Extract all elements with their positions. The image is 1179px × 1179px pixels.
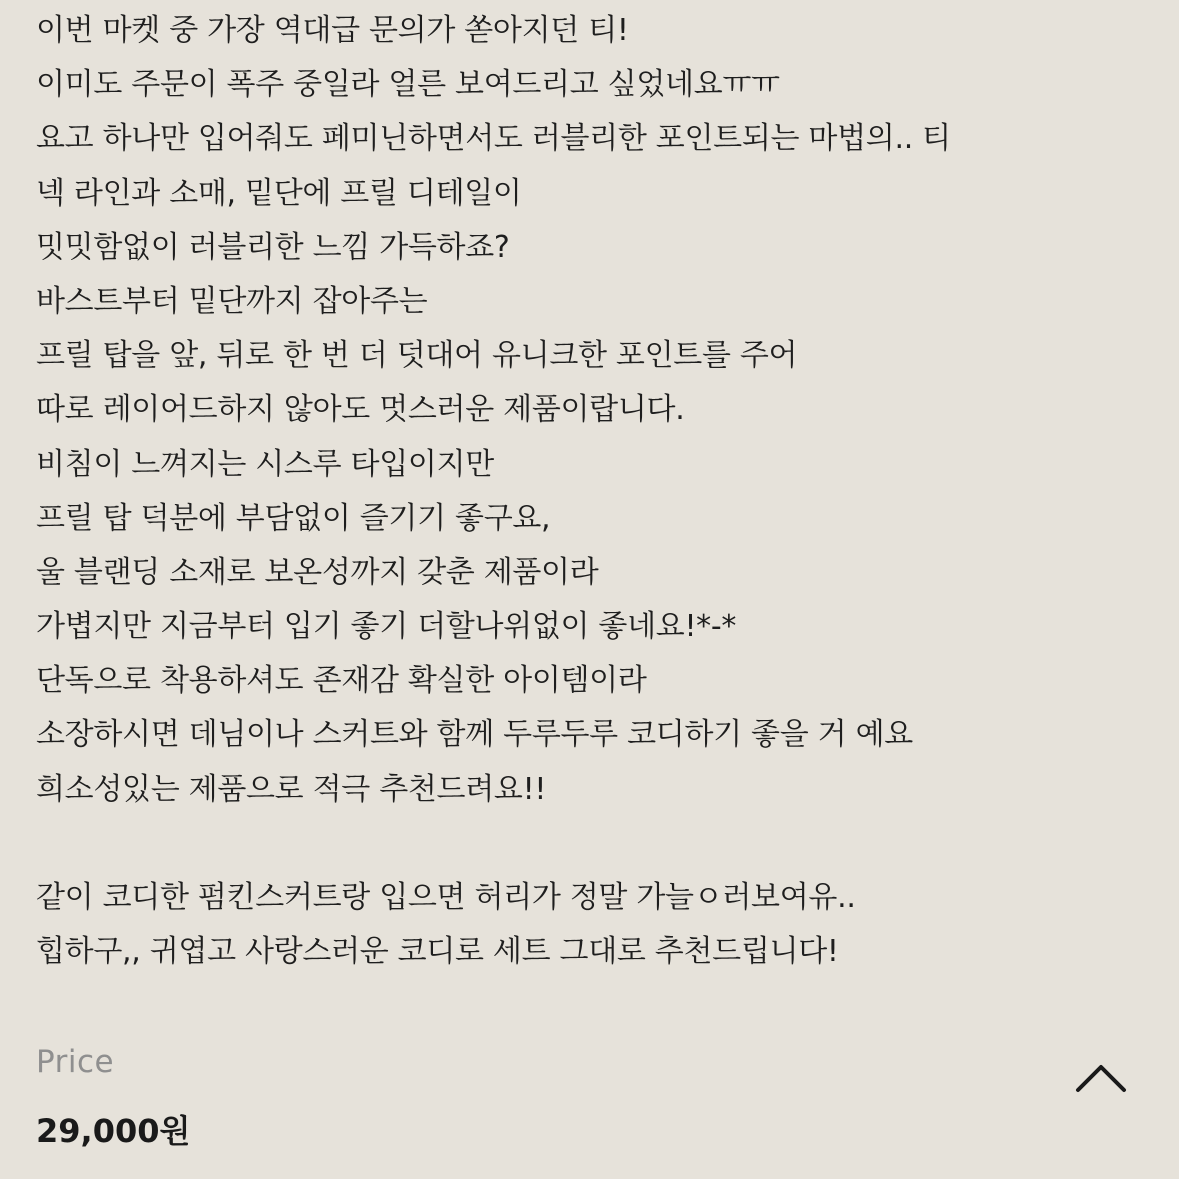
description-spacer [36,817,1116,871]
description-line: 비침이 느껴지는 시스루 타입이지만 [36,446,494,482]
price-value: 29,000원 [36,1112,191,1150]
description-line: 넥 라인과 소매, 밑단에 프릴 디테일이 [36,175,522,211]
description-line: 요고 하나만 입어줘도 페미닌하면서도 러블리한 포인트되는 마법의.. 티 [36,121,951,157]
description-line: 소장하시면 데님이나 스커트와 함께 두루두루 코디하기 좋을 거 예요 [36,717,913,753]
description-line: 프릴 탑 덕분에 부담없이 즐기기 좋구요, [36,500,551,536]
description-line: 가볍지만 지금부터 입기 좋기 더할나위없이 좋네요!*-* [36,609,737,645]
price-label: Price [36,1044,115,1080]
description-line: 바스트부터 밑단까지 잡아주는 [36,283,428,319]
description-line: 따로 레이어드하지 않아도 멋스러운 제품이랍니다. [36,392,685,428]
product-description [36,4,1116,979]
description-line: 단독으로 착용하셔도 존재감 확실한 아이템이라 [36,663,647,699]
description-line: 밋밋함없이 러블리한 느낌 가득하죠? [36,229,510,265]
description-line: 이미도 주문이 폭주 중일라 얼른 보여드리고 싶었네요ㅠㅠ [36,67,780,103]
scroll-to-top-button[interactable] [1064,1052,1138,1108]
description-line: 프릴 탑을 앞, 뒤로 한 번 더 덧대어 유니크한 포인트를 주어 [36,338,798,374]
description-line: 희소성있는 제품으로 적극 추천드려요!! [36,771,547,807]
description-line: 힙하구,, 귀엽고 사랑스러운 코디로 세트 그대로 추천드립니다! [36,934,839,970]
description-line: 울 블랜딩 소재로 보온성까지 갖춘 제품이라 [36,554,599,590]
chevron-up-icon [1064,1052,1138,1108]
description-line: 같이 코디한 펌킨스커트랑 입으면 허리가 정말 가늘ㅇ러보여유.. [36,880,856,915]
description-line: 이번 마켓 중 가장 역대급 문의가 쏟아지던 티! [36,13,629,48]
